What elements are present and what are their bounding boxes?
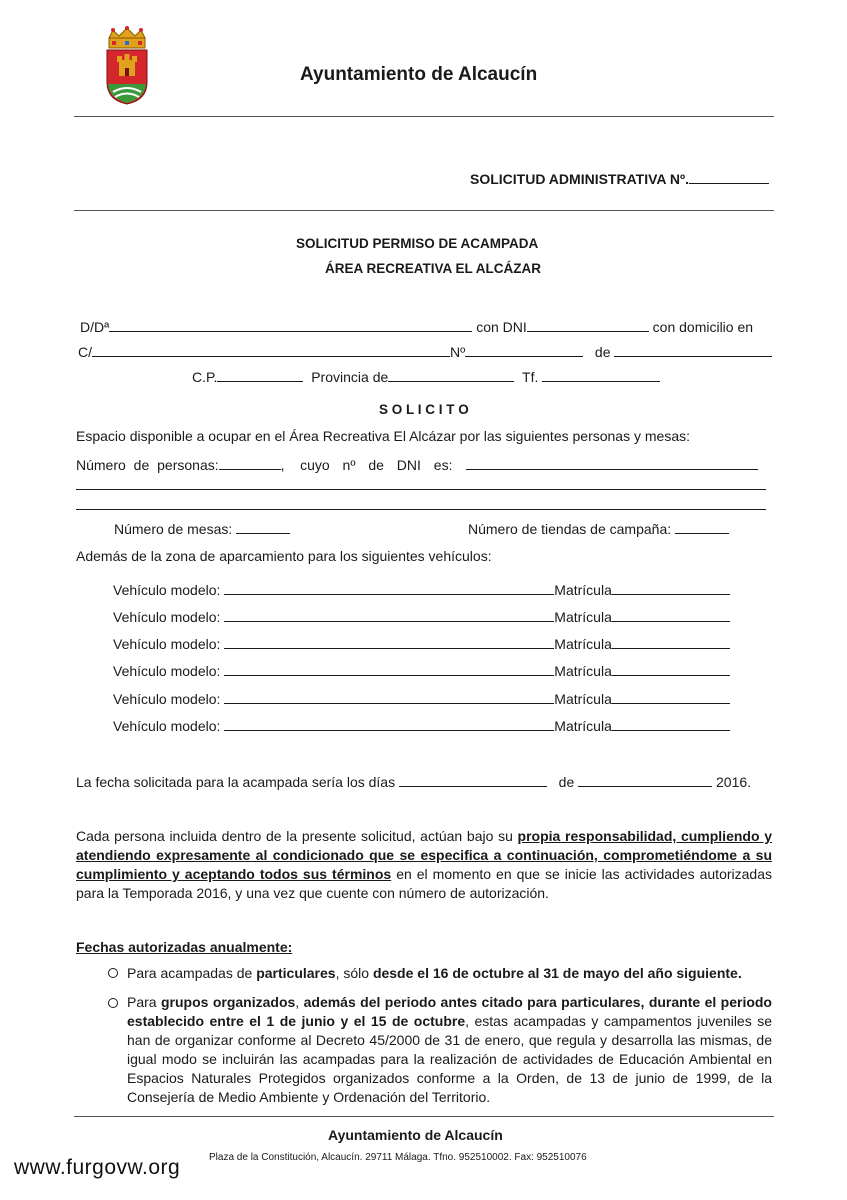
dni-list-label: cuyo nº de DNI es:: [300, 457, 453, 473]
persons-row: Número de personas: , cuyo nº de DNI es:: [76, 457, 773, 473]
vehicle-plate-field[interactable]: [612, 582, 730, 595]
persons-field[interactable]: [219, 457, 281, 470]
vehicle-model-label: Vehículo modelo:: [113, 691, 221, 707]
footer-divider: [74, 1116, 774, 1117]
vehicle-model-field[interactable]: [224, 691, 554, 704]
vehicle-model-field[interactable]: [224, 636, 554, 649]
date-from-field[interactable]: [399, 774, 547, 787]
phone-field[interactable]: [542, 369, 660, 382]
bullet2-text-1: Para: [127, 994, 161, 1010]
vehicle-plate-label: Matrícula: [554, 691, 612, 707]
domicile-label: con domicilio en: [652, 319, 754, 335]
vehicle-row: [113, 663, 730, 679]
vehicle-row: [113, 691, 730, 707]
dni-list-extra-line-1[interactable]: [76, 489, 766, 490]
authorized-dates-heading: Fechas autorizadas anualmente:: [76, 939, 293, 955]
tables-label: Número de mesas:: [114, 521, 233, 537]
date-to-field[interactable]: [578, 774, 712, 787]
dni-list-field[interactable]: [466, 457, 758, 470]
dates-of-label: de: [558, 774, 575, 790]
bullet2-bold-2: además del periodo antes citado para particulares, durante el periodo establecido entre el 1 de junio y el 15 de octubre: [127, 994, 772, 1029]
of-label: de: [594, 344, 611, 360]
tables-field[interactable]: [236, 521, 290, 534]
bullet2-bold-1: grupos organizados: [160, 994, 296, 1010]
dates-year: 2016.: [716, 774, 752, 790]
section-divider: [74, 210, 774, 211]
vehicle-row: [113, 718, 730, 734]
responsibility-paragraph: [76, 827, 772, 903]
vehicle-plate-field[interactable]: [612, 718, 730, 731]
vehicle-model-field[interactable]: [224, 609, 554, 622]
request-number-label: SOLICITUD ADMINISTRATIVA Nº.: [470, 171, 689, 187]
parking-intro: Además de la zona de aparcamiento para los siguientes vehículos:: [76, 548, 492, 564]
solicito-heading: S O L I C I T O: [379, 402, 469, 417]
number-label: Nº: [450, 344, 466, 360]
vehicle-plate-label: Matrícula: [554, 718, 612, 734]
bullet1-bold-2: desde el 16 de octubre al 31 de mayo del año siguiente.: [372, 965, 742, 981]
coat-of-arms-logo: [103, 26, 151, 106]
bullet-icon: [108, 997, 118, 1011]
form-title-line1: SOLICITUD PERMISO DE ACAMPADA: [296, 236, 539, 251]
bullet2-text-3: , estas acampadas y campamentos juveniles se han de organizar conforme al Decreto 45/2000 de 31 de enero, que regula y desarrolla las mismas, de igual modo se incluirán las acampadas para la realización de actividades de Educación Ambiental en Espacios Naturales Protegidos organizados conforme a la Orden, de 13 de junio de 1999, de la Consejería de Medio Ambiente y Ordenación del Territorio.: [127, 1013, 772, 1105]
header-title: Ayuntamiento de Alcaucín: [300, 64, 538, 85]
responsibility-emphasis: propia responsabilidad, cumpliendo y atendiendo expresamente al condicionado que se especifica a continuación, comprometiéndome a su cumplimiento y aceptando todos sus términos: [76, 828, 772, 882]
name-field[interactable]: [109, 319, 472, 332]
vehicle-plate-label: Matrícula: [554, 609, 612, 625]
dni-list-extra-line-2[interactable]: [76, 509, 766, 510]
town-field[interactable]: [614, 344, 772, 357]
dates-label: La fecha solicitada para la acampada sería los días: [76, 774, 396, 790]
vehicle-row: [113, 636, 730, 652]
request-number-field[interactable]: [689, 171, 769, 184]
footer-address: Plaza de la Constitución, Alcaucín. 29711 Málaga. Tfno. 952510002. Fax: 952510076: [209, 1152, 587, 1163]
tents-row: [468, 521, 729, 537]
dates-row: [76, 774, 751, 790]
vehicle-plate-label: Matrícula: [554, 582, 612, 598]
persons-label: Número de personas:: [76, 457, 219, 473]
vehicle-model-label: Vehículo modelo:: [113, 582, 221, 598]
cp-label: C.P.: [192, 369, 218, 385]
dni-label: con DNI: [476, 319, 527, 335]
province-field[interactable]: [388, 369, 514, 382]
province-label: Provincia de: [311, 369, 389, 385]
vehicle-plate-label: Matrícula: [554, 663, 612, 679]
bullet1-bold-1: particulares: [256, 965, 336, 981]
applicant-row-1: [80, 319, 753, 335]
bullet1-text-2: , sólo: [335, 965, 373, 981]
responsibility-text-2: en el momento en que se inicie las actividades autorizadas para la Temporada 2016, y una vez que cuente con número de autorización.: [76, 866, 772, 901]
request-number-row: [470, 171, 769, 187]
dni-field[interactable]: [527, 319, 649, 332]
street-label: C/: [78, 344, 92, 360]
solicito-intro: Espacio disponible a ocupar en el Área Recreativa El Alcázar por las siguientes personas y mesas:: [76, 428, 690, 444]
watermark-text: www.furgovw.org: [14, 1156, 181, 1179]
vehicle-model-label: Vehículo modelo:: [113, 718, 221, 734]
vehicle-model-field[interactable]: [224, 718, 554, 731]
tables-row: [114, 521, 290, 537]
vehicle-model-field[interactable]: [224, 582, 554, 595]
applicant-row-3: [192, 369, 660, 385]
header-divider: [74, 116, 774, 117]
vehicle-plate-field[interactable]: [612, 691, 730, 704]
bullet-grupos: [127, 993, 772, 1107]
phone-label: Tf.: [522, 369, 539, 385]
tents-field[interactable]: [675, 521, 729, 534]
vehicle-model-field[interactable]: [224, 663, 554, 676]
vehicle-row: [113, 609, 730, 625]
vehicle-model-label: Vehículo modelo:: [113, 663, 221, 679]
tents-label: Número de tiendas de campaña:: [468, 521, 672, 537]
bullet-particulares: [127, 964, 772, 983]
bullet2-text-2: ,: [295, 994, 304, 1010]
cp-field[interactable]: [217, 369, 303, 382]
vehicle-plate-label: Matrícula: [554, 636, 612, 652]
vehicle-row: [113, 582, 730, 598]
number-field[interactable]: [465, 344, 583, 357]
dd-label: D/Dª: [80, 319, 110, 335]
vehicle-plate-field[interactable]: [612, 636, 730, 649]
responsibility-text-1: Cada persona incluida dentro de la presente solicitud, actúan bajo su: [76, 828, 518, 844]
vehicle-model-label: Vehículo modelo:: [113, 609, 221, 625]
form-title-line2: ÁREA RECREATIVA EL ALCÁZAR: [325, 261, 541, 276]
bullet1-text-1: Para acampadas de: [127, 965, 257, 981]
street-field[interactable]: [92, 344, 450, 357]
vehicle-plate-field[interactable]: [612, 609, 730, 622]
applicant-row-2: [78, 344, 772, 360]
vehicle-plate-field[interactable]: [612, 663, 730, 676]
vehicle-model-label: Vehículo modelo:: [113, 636, 221, 652]
footer-title: Ayuntamiento de Alcaucín: [328, 1127, 503, 1143]
bullet-icon: [108, 967, 118, 981]
